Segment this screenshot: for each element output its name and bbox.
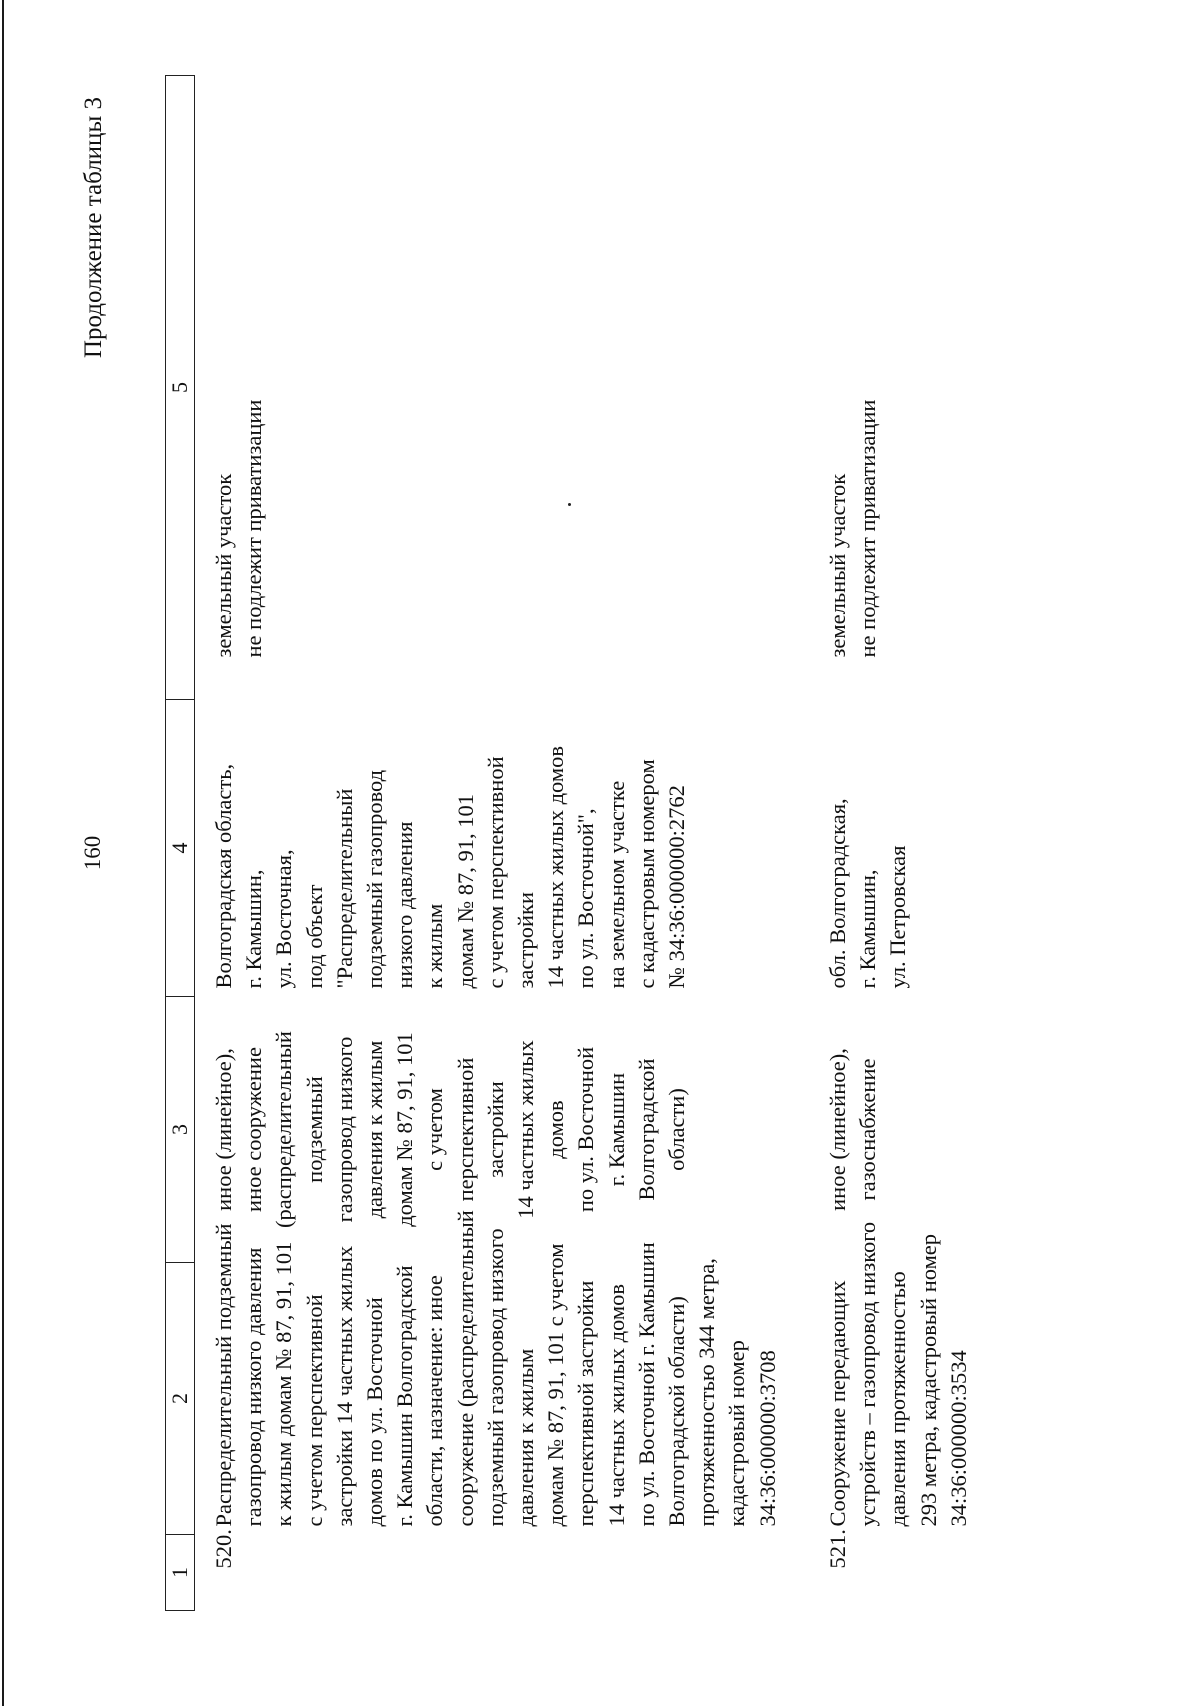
column-header: 3 bbox=[166, 997, 195, 1263]
column-header: 2 bbox=[166, 1263, 195, 1535]
cell-text-line: с кадастровым номером bbox=[633, 759, 659, 989]
cell-text-line: по ул. Восточной", bbox=[573, 808, 599, 989]
cell-text-line: газопровод низкого bbox=[331, 1036, 357, 1223]
cell-text-line: области) bbox=[664, 1088, 690, 1171]
column-header: 5 bbox=[166, 76, 195, 700]
page-number: 160 bbox=[80, 835, 105, 871]
cell-text-line: давления к жилым bbox=[513, 1348, 539, 1527]
cell-text-line: давления к жилым bbox=[362, 1040, 388, 1219]
continuation-title: Продолжение таблицы 3 bbox=[80, 97, 107, 359]
cell-text-line: сооружение (распределительный bbox=[452, 1210, 478, 1527]
object-address-cell bbox=[195, 700, 810, 997]
cell-text-line: застройки 14 частных жилых bbox=[331, 1245, 357, 1527]
cell-text-line: Волгоградской области) bbox=[664, 1296, 690, 1527]
cell-text-line: подземный газопровод bbox=[362, 769, 388, 989]
page-edge-line bbox=[2, 0, 4, 1706]
cell-text-line: с учетом bbox=[422, 1088, 448, 1171]
cell-text-line: земельный участок bbox=[211, 473, 236, 658]
cell-text-line: Сооружение передающих bbox=[825, 1280, 850, 1527]
cell-text-line: г. Камышин, bbox=[855, 869, 881, 989]
cell-text-line: иное (линейное), bbox=[211, 1048, 236, 1211]
cell-text-line: 293 метра, кадастровый номер bbox=[915, 1233, 941, 1527]
cell-text-line: 34:36:000000:3534 bbox=[945, 1350, 971, 1527]
cell-text-line: с учетом перспективной bbox=[482, 756, 508, 989]
object-purpose-cell bbox=[809, 997, 974, 1263]
cell-text-line: перспективной bbox=[452, 1057, 478, 1202]
cell-text-line: по ул. Восточной bbox=[573, 1046, 599, 1213]
cell-text-line: к жилым домам № 87, 91, 101 bbox=[271, 1241, 297, 1527]
cell-text-line: "Распределительный bbox=[331, 788, 357, 989]
cell-text-line: газоснабжение bbox=[855, 1058, 881, 1201]
cell-text-line: 34:36:000000:3708 bbox=[754, 1350, 780, 1527]
cell-text-line: ул. Петровская bbox=[885, 845, 911, 989]
object-name-cell bbox=[195, 1210, 810, 1535]
cell-text-line: по ул. Восточной г. Камышин bbox=[633, 1242, 659, 1527]
cell-text-line: иное сооружение bbox=[241, 1047, 267, 1212]
cell-text-line: Волгоградская область, bbox=[211, 763, 236, 989]
cell-text-line: застройки bbox=[513, 892, 539, 989]
cell-text-line: давления протяженностью bbox=[885, 1271, 911, 1527]
cell-text-line: газопровод низкого давления bbox=[241, 1247, 267, 1527]
cell-text-line: Распределительный подземный bbox=[211, 1223, 236, 1527]
object-name-cell bbox=[809, 1221, 974, 1535]
cell-text-line: под объект bbox=[301, 884, 327, 989]
cell-text-line: подземный газопровод низкого bbox=[482, 1228, 508, 1527]
column-header: 1 bbox=[166, 1535, 195, 1611]
column-header-row bbox=[166, 76, 195, 1611]
cell-text-line: кадастровый номер bbox=[724, 1340, 750, 1527]
row-number: 521. bbox=[825, 1529, 850, 1569]
cell-text-line: домам № 87, 91, 101 bbox=[392, 1032, 418, 1227]
cell-text-line: № 34:36:000000:2762 bbox=[664, 785, 690, 989]
cell-text-line: застройки bbox=[482, 1081, 508, 1178]
cell-text-line: домам № 87, 91, 101 с учетом bbox=[543, 1243, 569, 1527]
cell-text-line: иное (линейное), bbox=[825, 1048, 850, 1211]
column-header: 4 bbox=[166, 700, 195, 997]
note-cell bbox=[809, 76, 974, 700]
cell-text-line: подземный bbox=[301, 1076, 327, 1183]
cell-text-line: г. Камышин bbox=[603, 1072, 629, 1187]
cell-text-line: с учетом перспективной bbox=[301, 1294, 327, 1527]
cell-text-line: 14 частных жилых домов bbox=[603, 1284, 629, 1527]
cell-text-line: не подлежит приватизации bbox=[241, 399, 267, 658]
object-purpose-cell bbox=[195, 997, 810, 1263]
cell-text-line: Волгоградской bbox=[633, 1058, 659, 1201]
cell-text-line: 14 частных жилых домов bbox=[543, 746, 569, 989]
cell-text-line: (распределительный bbox=[271, 1031, 297, 1228]
cell-text-line: домам № 87, 91, 101 bbox=[452, 793, 478, 989]
cell-text-line: 14 частных жилых bbox=[513, 1040, 539, 1219]
table-row bbox=[809, 76, 974, 1611]
cell-text-line: домов по ул. Восточной bbox=[362, 1297, 388, 1527]
cell-text-line: устройств – газопровод низкого bbox=[855, 1221, 881, 1527]
cell-text-line: к жилым bbox=[422, 903, 448, 989]
cell-text-line: протяженностью 344 метра, bbox=[694, 1258, 720, 1527]
note-cell bbox=[195, 76, 810, 700]
cell-text-line: области, назначение: иное bbox=[422, 1275, 448, 1527]
row-number: 520. bbox=[211, 1529, 236, 1569]
property-table bbox=[165, 75, 974, 1611]
object-address-cell bbox=[809, 700, 974, 997]
cell-text-line: перспективной застройки bbox=[573, 1280, 599, 1527]
cell-text-line: обл. Волгоградская, bbox=[825, 798, 850, 989]
cell-text-line: ул. Восточная, bbox=[271, 849, 297, 989]
cell-text-line: низкого давления bbox=[392, 821, 418, 989]
cell-text-line: г. Камышин, bbox=[241, 869, 267, 989]
cell-text-line: земельный участок bbox=[825, 473, 850, 658]
cell-text-line: г. Камышин Волгоградской bbox=[392, 1265, 418, 1527]
table-row bbox=[195, 76, 810, 1611]
cell-text-line: не подлежит приватизации bbox=[855, 399, 881, 658]
cell-text-line: на земельном участке bbox=[603, 780, 629, 989]
cell-text-line: домов bbox=[543, 1100, 569, 1159]
